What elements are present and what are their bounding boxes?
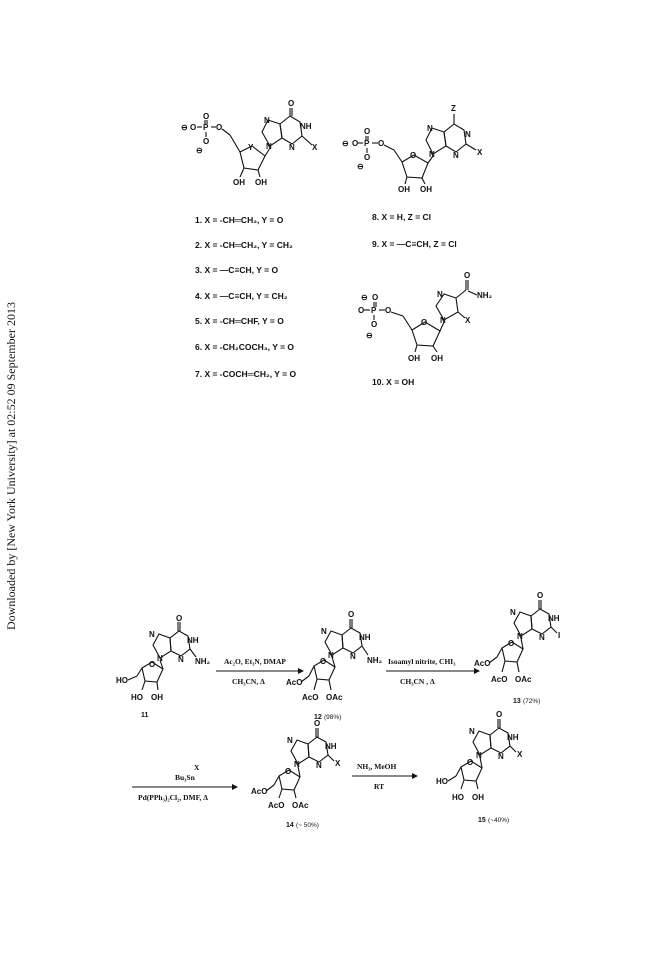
compound-10: 10. X = OH <box>372 377 415 387</box>
oh-b-2prime: OH <box>398 185 410 194</box>
s12-n9: N <box>328 651 334 660</box>
s12-nh: NH <box>359 633 371 642</box>
arrow1-reagents-bottom: CH₃CN, Δ <box>232 677 265 686</box>
s11-n3: N <box>178 655 184 664</box>
purine-b-n3: N <box>453 151 459 160</box>
s13-oac-3: OAc <box>515 675 532 684</box>
s15-n7: N <box>469 727 475 736</box>
s14-oac-3: OAc <box>292 801 309 810</box>
s11-nh2: NH₂ <box>195 657 211 666</box>
s13-aco-2: AcO <box>491 675 508 684</box>
compound-3: 3. X = —C≡CH, Y = O <box>195 265 279 275</box>
s15-ho-2: HO <box>452 793 464 802</box>
structure-11-guanosine <box>116 614 211 702</box>
oh-3prime: OH <box>255 178 267 187</box>
s14-n7: N <box>287 736 293 745</box>
phosphate-charge-2: ⊖ <box>196 146 203 155</box>
s12-aco-2: AcO <box>302 693 319 702</box>
structure-13 <box>474 591 560 684</box>
yield-compound-12: (98%) <box>324 714 342 721</box>
s14-n9: N <box>294 760 300 769</box>
s11-oh-3: OH <box>151 693 163 702</box>
s11-ho: HO <box>116 676 128 685</box>
purine-n3: N <box>289 143 295 152</box>
phos-b-o-ester: O <box>378 139 385 148</box>
phos-b-p: P <box>364 139 370 148</box>
structure-guanine-nucleotide <box>181 99 318 187</box>
phos-c-o-bottom: O <box>371 320 378 329</box>
s11-carbonyl-o: O <box>176 614 183 623</box>
oh-b-3prime: OH <box>420 185 432 194</box>
s12-n7: N <box>321 627 327 636</box>
arrow4-reagents-top: NH₃, MeOH <box>357 762 397 771</box>
download-watermark-text: Downloaded by [New York University] at 02:52 09 September 2013 <box>4 302 18 630</box>
arrow4-reagents-bottom: RT <box>374 782 385 791</box>
structure-purine-nucleotide-8-9 <box>342 104 483 194</box>
phos-c-o1: O <box>358 306 365 315</box>
label-compound-11: 11 <box>141 712 149 719</box>
s15-carbonyl-o: O <box>496 710 503 719</box>
phos-b-charge-2: ⊖ <box>357 162 364 171</box>
yield-compound-14: (~ 50%) <box>296 822 319 829</box>
s12-oac-3: OAc <box>326 693 343 702</box>
s11-ring-o: O <box>149 660 156 669</box>
compound-7: 7. X = -COCH═CH₂, Y = O <box>195 369 297 379</box>
s11-nh: NH <box>187 636 199 645</box>
label-compound-14: 14 <box>286 822 294 829</box>
amide-o: O <box>464 271 471 280</box>
compound-list-left <box>195 215 297 379</box>
s12-nh2: NH₂ <box>367 656 383 665</box>
phos-c-o-top: O <box>372 293 379 302</box>
structure-15 <box>436 710 523 802</box>
phos-c-charge-2: ⊖ <box>366 331 373 340</box>
structure-imidazole-nucleotide <box>358 271 493 363</box>
reaction-arrow-3 <box>132 763 238 802</box>
compound-5: 5. X = -CH═CHF, Y = O <box>195 316 284 326</box>
arrow1-reagents-top: Ac₂O, Et₃N, DMAP <box>224 657 286 666</box>
structure-14 <box>251 719 341 810</box>
phos-c-charge: ⊖ <box>361 293 368 302</box>
phosphate-o-bottom: O <box>203 137 210 146</box>
s14-aco-2: AcO <box>268 801 285 810</box>
purine-n9: N <box>266 142 272 151</box>
s13-carbonyl-o: O <box>537 591 544 600</box>
arrow3-reagents-top: Bu₃Sn <box>175 773 195 782</box>
compound-list-right <box>372 212 457 249</box>
s11-n7: N <box>149 630 155 639</box>
s15-oh-3: OH <box>472 793 484 802</box>
label-compound-12: 12 <box>314 714 322 721</box>
arrow2-reagents-bottom: CH₃CN , Δ <box>400 677 435 686</box>
s13-n7: N <box>510 608 516 617</box>
phosphate-o-top: O <box>203 112 210 121</box>
phos-c-p: P <box>371 306 377 315</box>
arrow2-reagents-top: Isoamyl nitrite, CHI₃ <box>388 657 456 666</box>
imidazole-n3: N <box>437 290 443 299</box>
phos-b-o-bottom: O <box>364 153 371 162</box>
s15-x: X <box>517 750 523 759</box>
s14-x: X <box>335 759 341 768</box>
s14-carbonyl-o: O <box>314 719 321 728</box>
s15-nh: NH <box>507 733 519 742</box>
s12-n3: N <box>350 652 356 661</box>
substituent-x: X <box>312 143 318 152</box>
s15-ring-o: O <box>467 758 474 767</box>
s13-aco: AcO <box>474 659 491 668</box>
s15-n9: N <box>476 751 482 760</box>
compound-9: 9. X = —C≡CH, Z = Cl <box>372 239 457 249</box>
s15-ho: HO <box>436 777 448 786</box>
phosphate-o-ester: O <box>216 123 223 132</box>
compound-8: 8. X = H, Z = Cl <box>372 212 432 222</box>
s13-n9: N <box>517 632 523 641</box>
s13-iodo: I <box>558 631 561 640</box>
substituent-z: Z <box>451 104 456 113</box>
phosphate-charge: ⊖ <box>181 123 188 132</box>
phos-b-o-top: O <box>364 127 371 136</box>
s14-ring-o: O <box>285 767 292 776</box>
arrow3-reagents-x: X <box>194 763 200 772</box>
label-compound-13: 13 <box>513 698 521 705</box>
substituent-b-x: X <box>477 148 483 157</box>
purine-n7: N <box>264 116 270 125</box>
purine-nh: NH <box>300 122 312 131</box>
s12-ring-o: O <box>320 657 327 666</box>
phos-b-o1: O <box>352 139 359 148</box>
phosphate-o1: O <box>190 123 197 132</box>
s14-nh: NH <box>325 742 337 751</box>
compound-2: 2. X = -CH═CH₂, Y = CH₂ <box>195 240 293 250</box>
s12-aco: AcO <box>286 678 303 687</box>
phos-c-o-ester: O <box>385 306 392 315</box>
ring-c-o: O <box>421 318 428 327</box>
s13-n3: N <box>539 633 545 642</box>
amide-nh2: NH₂ <box>477 291 493 300</box>
arrow3-reagents-bottom: Pd(PPh₃)₂Cl₂, DMF, Δ <box>138 793 208 802</box>
oh-c-3prime: OH <box>431 354 443 363</box>
oh-2prime: OH <box>233 178 245 187</box>
carbonyl-o: O <box>288 99 295 108</box>
yield-compound-13: (72%) <box>523 698 541 705</box>
s13-nh: NH <box>548 614 560 623</box>
compound-1: 1. X = -CH═CH₂, Y = O <box>195 215 284 225</box>
s13-ring-o: O <box>508 639 515 648</box>
reaction-arrow-2 <box>386 657 480 686</box>
oh-c-2prime: OH <box>408 354 420 363</box>
purine-b-n7: N <box>427 124 433 133</box>
imidazole-x: X <box>465 316 471 325</box>
purine-b-n9: N <box>429 150 435 159</box>
s12-carbonyl-o: O <box>348 610 355 619</box>
s11-n9: N <box>157 654 163 663</box>
compound-6: 6. X = -CH₂COCH₃, Y = O <box>195 342 295 352</box>
s14-n3: N <box>316 761 322 770</box>
ring-y: Y <box>248 143 254 152</box>
s11-ho-2: HO <box>131 693 143 702</box>
phosphate-p: P <box>203 123 209 132</box>
structure-12 <box>286 610 383 702</box>
s15-n3: N <box>498 752 504 761</box>
reaction-arrow-4 <box>352 762 418 791</box>
label-compound-15: 15 <box>478 817 486 824</box>
purine-b-n1: N <box>465 130 471 139</box>
compound-4: 4. X = —C≡CH, Y = CH₂ <box>195 291 288 301</box>
yield-compound-15: (~40%) <box>488 817 510 824</box>
s14-aco: AcO <box>251 787 268 796</box>
imidazole-n1: N <box>440 316 446 325</box>
phos-b-charge: ⊖ <box>342 139 349 148</box>
ring-b-o: O <box>410 151 417 160</box>
